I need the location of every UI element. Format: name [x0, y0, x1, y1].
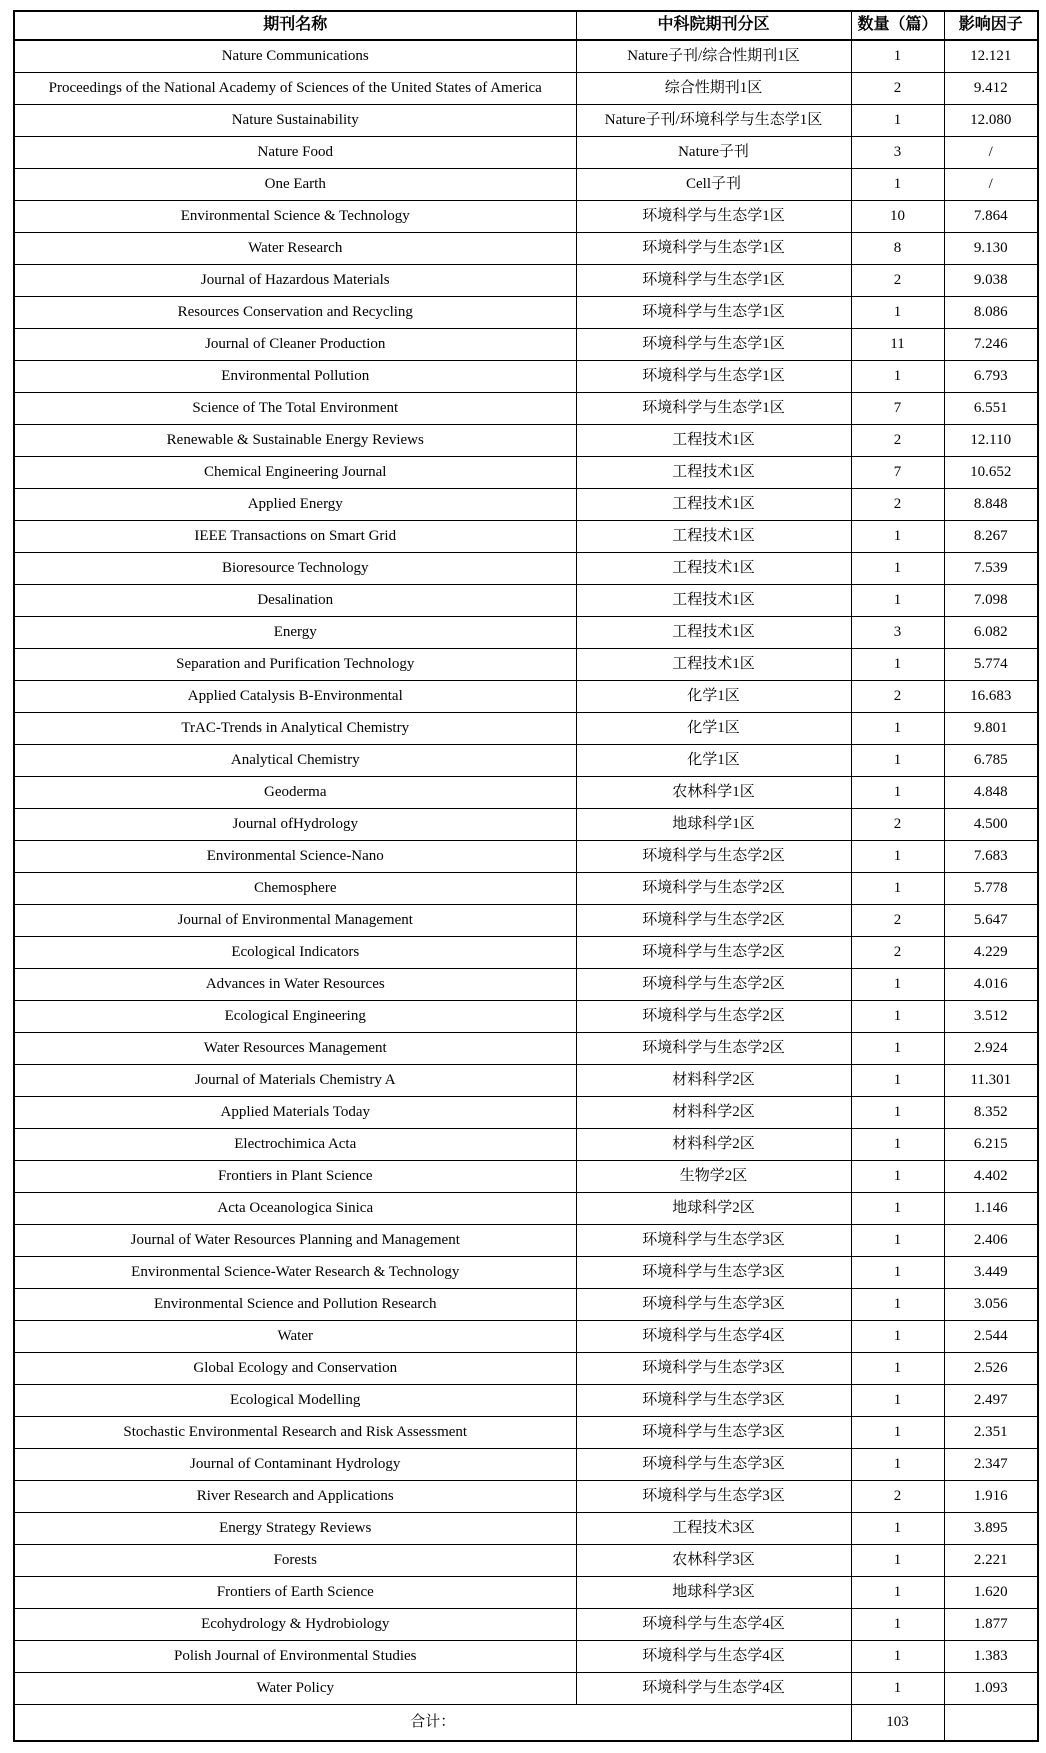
table-row — [14, 1065, 1038, 1097]
impact-factor-cell: 3.512 — [944, 1001, 1038, 1033]
cas-partition-cell: 化学1区 — [576, 713, 851, 745]
cas-partition-cell: 环境科学与生态学3区 — [576, 1385, 851, 1417]
table-row — [14, 425, 1038, 457]
table-row — [14, 873, 1038, 905]
table-row — [14, 393, 1038, 425]
journal-name-cell: Applied Materials Today — [14, 1097, 576, 1129]
journal-name-cell: Nature Communications — [14, 40, 576, 73]
count-cell: 1 — [851, 297, 944, 329]
impact-factor-cell: 2.497 — [944, 1385, 1038, 1417]
journal-name-cell: Proceedings of the National Academy of Sciences of the United States of America — [14, 73, 576, 105]
journal-name-cell: Acta Oceanologica Sinica — [14, 1193, 576, 1225]
count-cell: 1 — [851, 521, 944, 553]
table-row — [14, 1289, 1038, 1321]
journal-name-cell: Chemical Engineering Journal — [14, 457, 576, 489]
journal-name-cell: Nature Food — [14, 137, 576, 169]
impact-factor-cell: / — [944, 169, 1038, 201]
total-label: 合计： — [14, 1705, 851, 1742]
journal-name-cell: Water Resources Management — [14, 1033, 576, 1065]
cas-partition-cell: 工程技术1区 — [576, 457, 851, 489]
cas-partition-cell: Cell子刊 — [576, 169, 851, 201]
cas-partition-cell: Nature子刊/综合性期刊1区 — [576, 40, 851, 73]
table-row — [14, 201, 1038, 233]
cas-partition-cell: 工程技术1区 — [576, 617, 851, 649]
impact-factor-cell: 8.267 — [944, 521, 1038, 553]
cas-partition-cell: 环境科学与生态学3区 — [576, 1417, 851, 1449]
cas-partition-cell: 环境科学与生态学1区 — [576, 361, 851, 393]
count-cell: 1 — [851, 1193, 944, 1225]
impact-factor-cell: 9.412 — [944, 73, 1038, 105]
impact-factor-cell: 4.229 — [944, 937, 1038, 969]
impact-factor-cell: 2.406 — [944, 1225, 1038, 1257]
journal-name-cell: Journal ofHydrology — [14, 809, 576, 841]
table-row — [14, 1257, 1038, 1289]
count-cell: 1 — [851, 1257, 944, 1289]
table-row — [14, 1353, 1038, 1385]
journal-name-cell: Journal of Materials Chemistry A — [14, 1065, 576, 1097]
impact-factor-cell: 6.082 — [944, 617, 1038, 649]
count-cell: 1 — [851, 585, 944, 617]
count-cell: 1 — [851, 169, 944, 201]
impact-factor-cell: 9.801 — [944, 713, 1038, 745]
impact-factor-cell: 2.526 — [944, 1353, 1038, 1385]
cas-partition-cell: 环境科学与生态学3区 — [576, 1353, 851, 1385]
table-row — [14, 1513, 1038, 1545]
count-cell: 1 — [851, 1161, 944, 1193]
table-row — [14, 617, 1038, 649]
journal-name-cell: Applied Catalysis B-Environmental — [14, 681, 576, 713]
impact-factor-cell: 5.778 — [944, 873, 1038, 905]
journal-name-cell: Environmental Science-Nano — [14, 841, 576, 873]
cas-partition-cell: 工程技术1区 — [576, 585, 851, 617]
cas-partition-cell: 环境科学与生态学4区 — [576, 1609, 851, 1641]
count-cell: 1 — [851, 649, 944, 681]
cas-partition-cell: 环境科学与生态学1区 — [576, 329, 851, 361]
impact-factor-cell: 6.551 — [944, 393, 1038, 425]
cas-partition-cell: 环境科学与生态学4区 — [576, 1321, 851, 1353]
cas-partition-cell: 材料科学2区 — [576, 1097, 851, 1129]
count-cell: 1 — [851, 1641, 944, 1673]
table-row — [14, 457, 1038, 489]
journal-name-cell: Environmental Science and Pollution Research — [14, 1289, 576, 1321]
table-row — [14, 713, 1038, 745]
count-cell: 1 — [851, 1513, 944, 1545]
cas-partition-cell: 环境科学与生态学2区 — [576, 1033, 851, 1065]
count-cell: 1 — [851, 1577, 944, 1609]
table-row — [14, 1161, 1038, 1193]
count-cell: 1 — [851, 745, 944, 777]
journal-name-cell: One Earth — [14, 169, 576, 201]
impact-factor-cell: 9.038 — [944, 265, 1038, 297]
count-cell: 1 — [851, 713, 944, 745]
journal-name-cell: Advances in Water Resources — [14, 969, 576, 1001]
journal-name-cell: Resources Conservation and Recycling — [14, 297, 576, 329]
impact-factor-cell: 7.246 — [944, 329, 1038, 361]
journal-name-cell: TrAC-Trends in Analytical Chemistry — [14, 713, 576, 745]
journal-name-cell: Water Research — [14, 233, 576, 265]
table-row — [14, 265, 1038, 297]
table-row — [14, 1641, 1038, 1673]
impact-factor-cell: 12.110 — [944, 425, 1038, 457]
impact-factor-cell: 4.500 — [944, 809, 1038, 841]
table-row — [14, 1449, 1038, 1481]
count-cell: 2 — [851, 73, 944, 105]
journal-name-cell: Polish Journal of Environmental Studies — [14, 1641, 576, 1673]
impact-factor-cell: 4.016 — [944, 969, 1038, 1001]
count-cell: 3 — [851, 617, 944, 649]
cas-partition-cell: 环境科学与生态学4区 — [576, 1641, 851, 1673]
table-row — [14, 1417, 1038, 1449]
count-cell: 2 — [851, 489, 944, 521]
cas-partition-cell: 工程技术1区 — [576, 649, 851, 681]
cas-partition-cell: 化学1区 — [576, 745, 851, 777]
journal-name-cell: Energy — [14, 617, 576, 649]
count-cell: 1 — [851, 1609, 944, 1641]
journal-name-cell: Desalination — [14, 585, 576, 617]
journal-name-cell: Frontiers of Earth Science — [14, 1577, 576, 1609]
cas-partition-cell: Nature子刊/环境科学与生态学1区 — [576, 105, 851, 137]
table-row — [14, 329, 1038, 361]
table-row — [14, 1673, 1038, 1705]
impact-factor-cell: 6.785 — [944, 745, 1038, 777]
impact-factor-cell: 7.098 — [944, 585, 1038, 617]
journal-statistics-table — [13, 10, 1039, 1742]
count-cell: 1 — [851, 40, 944, 73]
journal-name-cell: Science of The Total Environment — [14, 393, 576, 425]
impact-factor-cell: 8.352 — [944, 1097, 1038, 1129]
count-cell: 2 — [851, 1481, 944, 1513]
cas-partition-cell: 环境科学与生态学2区 — [576, 1001, 851, 1033]
impact-factor-cell: 2.544 — [944, 1321, 1038, 1353]
count-cell: 1 — [851, 969, 944, 1001]
col-header-impact-factor: 影响因子 — [944, 11, 1038, 40]
cas-partition-cell: 环境科学与生态学2区 — [576, 937, 851, 969]
count-cell: 2 — [851, 265, 944, 297]
cas-partition-cell: 环境科学与生态学1区 — [576, 393, 851, 425]
cas-partition-cell: 材料科学2区 — [576, 1129, 851, 1161]
count-cell: 1 — [851, 1673, 944, 1705]
cas-partition-cell: 环境科学与生态学3区 — [576, 1289, 851, 1321]
cas-partition-cell: 地球科学3区 — [576, 1577, 851, 1609]
journal-name-cell: Electrochimica Acta — [14, 1129, 576, 1161]
journal-name-cell: Renewable & Sustainable Energy Reviews — [14, 425, 576, 457]
count-cell: 1 — [851, 1033, 944, 1065]
cas-partition-cell: 环境科学与生态学2区 — [576, 905, 851, 937]
table-row — [14, 969, 1038, 1001]
cas-partition-cell: 地球科学1区 — [576, 809, 851, 841]
table-row — [14, 1545, 1038, 1577]
table-row — [14, 105, 1038, 137]
table-row — [14, 169, 1038, 201]
count-cell: 1 — [851, 1545, 944, 1577]
total-count: 103 — [851, 1705, 944, 1742]
cas-partition-cell: 环境科学与生态学2区 — [576, 873, 851, 905]
cas-partition-cell: 环境科学与生态学3区 — [576, 1225, 851, 1257]
count-cell: 2 — [851, 937, 944, 969]
count-cell: 7 — [851, 457, 944, 489]
table-row — [14, 1001, 1038, 1033]
table-row — [14, 841, 1038, 873]
journal-name-cell: Chemosphere — [14, 873, 576, 905]
table-row — [14, 361, 1038, 393]
journal-name-cell: Ecological Engineering — [14, 1001, 576, 1033]
impact-factor-cell: 2.924 — [944, 1033, 1038, 1065]
table-row — [14, 1033, 1038, 1065]
cas-partition-cell: 工程技术1区 — [576, 521, 851, 553]
journal-name-cell: Energy Strategy Reviews — [14, 1513, 576, 1545]
impact-factor-cell: 3.056 — [944, 1289, 1038, 1321]
journal-name-cell: Water Policy — [14, 1673, 576, 1705]
cas-partition-cell: 工程技术1区 — [576, 553, 851, 585]
cas-partition-cell: 材料科学2区 — [576, 1065, 851, 1097]
count-cell: 1 — [851, 1225, 944, 1257]
table-row — [14, 73, 1038, 105]
journal-name-cell: Journal of Cleaner Production — [14, 329, 576, 361]
count-cell: 1 — [851, 1449, 944, 1481]
impact-factor-cell: 1.093 — [944, 1673, 1038, 1705]
journal-name-cell: Separation and Purification Technology — [14, 649, 576, 681]
table-row — [14, 585, 1038, 617]
count-cell: 7 — [851, 393, 944, 425]
journal-name-cell: Water — [14, 1321, 576, 1353]
count-cell: 1 — [851, 1097, 944, 1129]
cas-partition-cell: 环境科学与生态学1区 — [576, 265, 851, 297]
table-body — [14, 40, 1038, 1705]
table-row — [14, 521, 1038, 553]
count-cell: 10 — [851, 201, 944, 233]
count-cell: 1 — [851, 1417, 944, 1449]
cas-partition-cell: 环境科学与生态学3区 — [576, 1481, 851, 1513]
count-cell: 1 — [851, 1129, 944, 1161]
journal-name-cell: Nature Sustainability — [14, 105, 576, 137]
table-row — [14, 233, 1038, 265]
journal-name-cell: Environmental Pollution — [14, 361, 576, 393]
journal-name-cell: Ecological Modelling — [14, 1385, 576, 1417]
table-row — [14, 777, 1038, 809]
count-cell: 11 — [851, 329, 944, 361]
journal-name-cell: Frontiers in Plant Science — [14, 1161, 576, 1193]
table-row — [14, 1481, 1038, 1513]
impact-factor-cell: 8.848 — [944, 489, 1038, 521]
count-cell: 1 — [851, 1321, 944, 1353]
journal-name-cell: Analytical Chemistry — [14, 745, 576, 777]
table-row — [14, 137, 1038, 169]
impact-factor-cell: 4.402 — [944, 1161, 1038, 1193]
impact-factor-cell: 11.301 — [944, 1065, 1038, 1097]
impact-factor-cell: 3.449 — [944, 1257, 1038, 1289]
count-cell: 2 — [851, 425, 944, 457]
cas-partition-cell: 环境科学与生态学3区 — [576, 1449, 851, 1481]
impact-factor-cell: 1.383 — [944, 1641, 1038, 1673]
count-cell: 1 — [851, 841, 944, 873]
cas-partition-cell: 综合性期刊1区 — [576, 73, 851, 105]
journal-name-cell: Journal of Contaminant Hydrology — [14, 1449, 576, 1481]
impact-factor-cell: 2.351 — [944, 1417, 1038, 1449]
journal-name-cell: River Research and Applications — [14, 1481, 576, 1513]
journal-name-cell: Bioresource Technology — [14, 553, 576, 585]
cas-partition-cell: 环境科学与生态学1区 — [576, 233, 851, 265]
impact-factor-cell: 2.221 — [944, 1545, 1038, 1577]
cas-partition-cell: 工程技术1区 — [576, 425, 851, 457]
table-row — [14, 1097, 1038, 1129]
table-row — [14, 297, 1038, 329]
journal-name-cell: Applied Energy — [14, 489, 576, 521]
cas-partition-cell: 农林科学3区 — [576, 1545, 851, 1577]
col-header-journal-name: 期刊名称 — [14, 11, 576, 40]
header-row — [14, 11, 1038, 40]
table-row — [14, 1609, 1038, 1641]
impact-factor-cell: 5.774 — [944, 649, 1038, 681]
table-row — [14, 40, 1038, 73]
impact-factor-cell: 1.146 — [944, 1193, 1038, 1225]
table-row — [14, 1193, 1038, 1225]
table-row — [14, 1129, 1038, 1161]
impact-factor-cell: 10.652 — [944, 457, 1038, 489]
cas-partition-cell: 农林科学1区 — [576, 777, 851, 809]
count-cell: 2 — [851, 681, 944, 713]
journal-name-cell: Environmental Science & Technology — [14, 201, 576, 233]
impact-factor-cell: / — [944, 137, 1038, 169]
journal-name-cell: Stochastic Environmental Research and Risk Assessment — [14, 1417, 576, 1449]
cas-partition-cell: 工程技术1区 — [576, 489, 851, 521]
table-row — [14, 809, 1038, 841]
table-row — [14, 937, 1038, 969]
journal-name-cell: Journal of Water Resources Planning and Management — [14, 1225, 576, 1257]
total-row — [14, 1705, 1038, 1742]
impact-factor-cell: 7.864 — [944, 201, 1038, 233]
impact-factor-cell: 12.080 — [944, 105, 1038, 137]
impact-factor-cell: 16.683 — [944, 681, 1038, 713]
table-row — [14, 649, 1038, 681]
journal-name-cell: Journal of Hazardous Materials — [14, 265, 576, 297]
journal-name-cell: Forests — [14, 1545, 576, 1577]
impact-factor-cell: 4.848 — [944, 777, 1038, 809]
cas-partition-cell: Nature子刊 — [576, 137, 851, 169]
table-row — [14, 1225, 1038, 1257]
count-cell: 2 — [851, 905, 944, 937]
journal-name-cell: Journal of Environmental Management — [14, 905, 576, 937]
impact-factor-cell: 12.121 — [944, 40, 1038, 73]
cas-partition-cell: 工程技术3区 — [576, 1513, 851, 1545]
count-cell: 1 — [851, 105, 944, 137]
cas-partition-cell: 环境科学与生态学1区 — [576, 297, 851, 329]
impact-factor-cell: 7.683 — [944, 841, 1038, 873]
journal-name-cell: Environmental Science-Water Research & Technology — [14, 1257, 576, 1289]
count-cell: 1 — [851, 1065, 944, 1097]
cas-partition-cell: 环境科学与生态学2区 — [576, 841, 851, 873]
journal-name-cell: Ecological Indicators — [14, 937, 576, 969]
impact-factor-cell: 6.793 — [944, 361, 1038, 393]
count-cell: 1 — [851, 777, 944, 809]
cas-partition-cell: 环境科学与生态学2区 — [576, 969, 851, 1001]
count-cell: 1 — [851, 1385, 944, 1417]
journal-name-cell: Global Ecology and Conservation — [14, 1353, 576, 1385]
journal-name-cell: IEEE Transactions on Smart Grid — [14, 521, 576, 553]
table-row — [14, 553, 1038, 585]
count-cell: 3 — [851, 137, 944, 169]
impact-factor-cell: 1.620 — [944, 1577, 1038, 1609]
table-row — [14, 1385, 1038, 1417]
count-cell: 1 — [851, 361, 944, 393]
count-cell: 1 — [851, 1001, 944, 1033]
count-cell: 8 — [851, 233, 944, 265]
cas-partition-cell: 化学1区 — [576, 681, 851, 713]
count-cell: 1 — [851, 553, 944, 585]
col-header-cas-partition: 中科院期刊分区 — [576, 11, 851, 40]
journal-name-cell: Ecohydrology & Hydrobiology — [14, 1609, 576, 1641]
count-cell: 1 — [851, 873, 944, 905]
impact-factor-cell: 3.895 — [944, 1513, 1038, 1545]
cas-partition-cell: 地球科学2区 — [576, 1193, 851, 1225]
count-cell: 1 — [851, 1289, 944, 1321]
impact-factor-cell: 5.647 — [944, 905, 1038, 937]
cas-partition-cell: 环境科学与生态学1区 — [576, 201, 851, 233]
table-row — [14, 745, 1038, 777]
table-row — [14, 1321, 1038, 1353]
col-header-count: 数量（篇） — [851, 11, 944, 40]
count-cell: 2 — [851, 809, 944, 841]
impact-factor-cell: 8.086 — [944, 297, 1038, 329]
journal-name-cell: Geoderma — [14, 777, 576, 809]
total-impact-factor — [944, 1705, 1038, 1742]
table-row — [14, 489, 1038, 521]
count-cell: 1 — [851, 1353, 944, 1385]
table-row — [14, 905, 1038, 937]
table-row — [14, 1577, 1038, 1609]
cas-partition-cell: 环境科学与生态学3区 — [576, 1257, 851, 1289]
impact-factor-cell: 9.130 — [944, 233, 1038, 265]
table-row — [14, 681, 1038, 713]
impact-factor-cell: 1.916 — [944, 1481, 1038, 1513]
impact-factor-cell: 2.347 — [944, 1449, 1038, 1481]
cas-partition-cell: 生物学2区 — [576, 1161, 851, 1193]
impact-factor-cell: 6.215 — [944, 1129, 1038, 1161]
impact-factor-cell: 1.877 — [944, 1609, 1038, 1641]
cas-partition-cell: 环境科学与生态学4区 — [576, 1673, 851, 1705]
impact-factor-cell: 7.539 — [944, 553, 1038, 585]
